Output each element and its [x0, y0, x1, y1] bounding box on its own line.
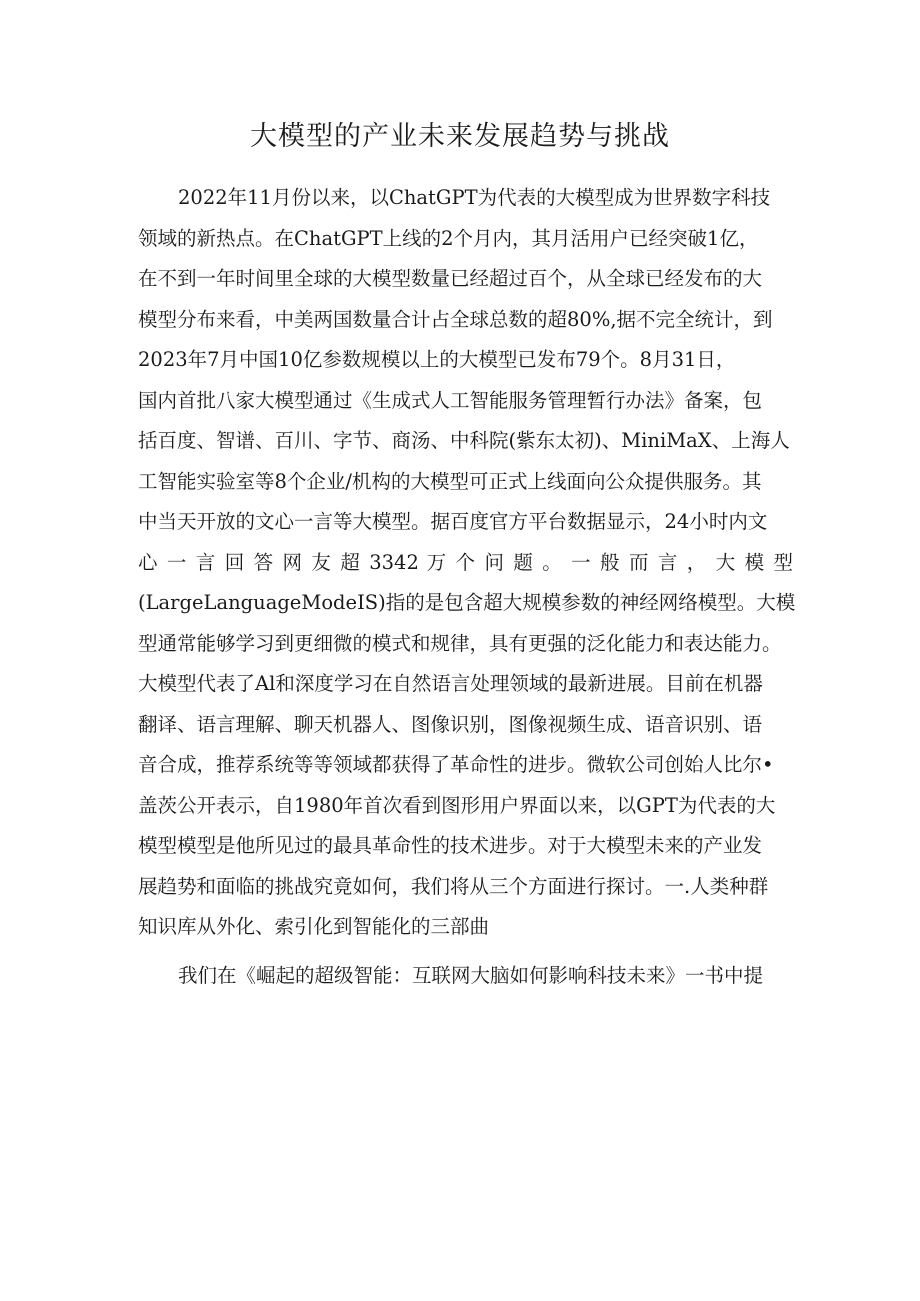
text-line: 在不到一年时间里全球的大模型数量已经超过百个，从全球已经发布的大 [138, 267, 763, 290]
text-line: 国内首批八家大模型通过《生成式人工智能服务管理暂行办法》备案，包 [138, 388, 763, 412]
paragraph-2 [138, 956, 793, 997]
document-title: 大模型的产业未来发展趋势与挑战 [250, 121, 670, 152]
text-line: 盖茨公开表示，自1980年首次看到图形用户界面以来，以GPT为代表的大 [138, 793, 776, 817]
text-line: 领域的新热点。在ChatGPT上线的2个月内，其月活用户已经突破1亿， [138, 226, 759, 250]
text-line: 展趋势和面临的挑战究竟如何，我们将从三个方面进行探讨。一.人类种群 [138, 874, 769, 898]
text-line: 翻译、语言理解、聊天机器人、图像识别，图像视频生成、语音识别、语 [138, 712, 763, 736]
document-body [138, 178, 796, 996]
text-line: 模型模型是他所见过的最具革命性的技术进步。对于大模型未来的产业发 [138, 834, 763, 857]
text-line: 中当天开放的文心一言等大模型。据百度官方平台数据显示，24小时内文 [138, 510, 768, 533]
paragraph-spacer [138, 948, 793, 956]
text-line: 型通常能够学习到更细微的模式和规律，具有更强的泛化能力和表达能力。 [138, 631, 782, 655]
text-line: 心 一 言 回 答 网 友 超 3342 万 个 问 题 。 一 般 而 言 ， 大 模 型 [138, 550, 793, 574]
text-line: 大模型代表了Al和深度学习在自然语言处理领域的最新进展。目前在机器 [138, 672, 763, 695]
text-line: 工智能实验室等8个企业/机构的大模型可正式上线面向公众提供服务。其 [138, 469, 762, 493]
text-line: 2022年11月份以来，以ChatGPT为代表的大模型成为世界数字科技 [178, 186, 771, 209]
text-line: 我们在《崛起的超级智能：互联网大脑如何影响科技未来》一书中提 [178, 963, 764, 987]
text-line: 模型分布来看，中美两国数量合计占全球总数的超80%,据不完全统计，到 [138, 307, 773, 331]
text-line: 音合成，推荐系统等等领域都获得了革命性的进步。微软公司创始人比尔• [138, 753, 774, 776]
text-line: 知识库从外化、索引化到智能化的三部曲 [138, 915, 490, 938]
text-line: (LargeLanguageModeIS)指的是包含超大规模参数的神经网络模型。大模 [138, 591, 796, 614]
paragraph-1 [138, 178, 796, 948]
text-line: 2023年7月中国10亿参数规模以上的大模型已发布79个。8月31日， [138, 348, 736, 371]
text-line: 括百度、智谱、百川、字节、商汤、中科院(紫东太初)、MiniMaX、上海人 [138, 429, 790, 452]
